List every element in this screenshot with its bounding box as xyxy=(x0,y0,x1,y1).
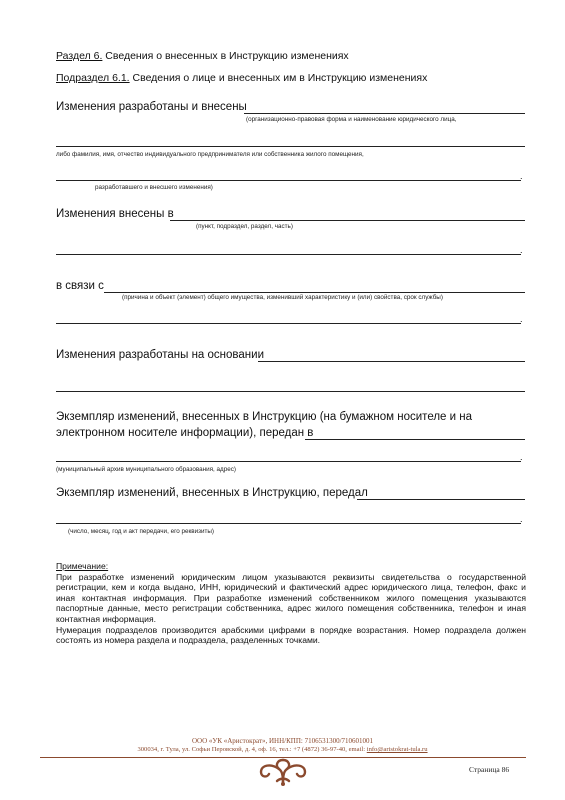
handed-by-label: Экземпляр изменений, внесенных в Инструкцию, передал xyxy=(56,487,368,499)
developed-by-caption-3: разработавшего и внесшего изменения) xyxy=(95,184,213,191)
basis-line-2[interactable] xyxy=(56,391,525,392)
made-in-label: Изменения внесены в xyxy=(56,208,174,220)
note-paragraph-2: Нумерация подразделов производится арабскими цифрами в порядке возрастания. Номер подраздела должен состоять из номера раздела и подраздела, разделенных точками. xyxy=(56,624,526,646)
due-to-label: в связи с xyxy=(56,280,104,292)
made-in-line-2[interactable] xyxy=(56,254,521,255)
ornament-icon xyxy=(255,757,311,787)
note-paragraph-1: При разработке изменений юридическим лицом указываются реквизиты свидетельства о государственной регистрации, кем и когда выдано, ИНН, юридический и фактический адрес юридического лица, телефон, факс и иная контактная информация. При разработке изменений собственником жилого помещения указываются паспортные данные, место регистрации собственника, адрес жилого помещения собственника, телефон и иная контактная информация. xyxy=(56,571,526,624)
developed-by-label: Изменения разработаны и внесены xyxy=(56,101,247,113)
copy-to-dot: . xyxy=(520,452,523,462)
developed-by-line-2[interactable] xyxy=(56,146,525,147)
section-title: Сведения о внесенных в Инструкцию изменениях xyxy=(102,50,349,62)
basis-line-1[interactable] xyxy=(258,361,525,362)
basis-label: Изменения разработаны на основании xyxy=(56,349,264,361)
due-to-dot: . xyxy=(520,314,523,324)
made-in-caption: (пункт, подраздел, раздел, часть) xyxy=(196,223,293,230)
footer-company: ООО «УК «Аристократ», ИНН/КПП: 7106531300/710601001 xyxy=(191,737,374,745)
handed-by-line-1[interactable] xyxy=(357,499,525,500)
copy-to-caption: (муниципальный архив муниципального образования, адрес) xyxy=(56,466,236,473)
note-title: Примечание: xyxy=(56,561,109,571)
due-to-line-2[interactable] xyxy=(56,323,521,324)
subsection-title: Сведения о лице и внесенных им в Инструкцию изменениях xyxy=(129,72,428,84)
page-number: Страница 86 xyxy=(469,765,510,774)
copy-to-label-line-1: Экземпляр изменений, внесенных в Инструкцию (на бумажном носителе и на xyxy=(56,411,472,423)
note-block xyxy=(56,561,526,646)
subsection-number: Подраздел 6.1. xyxy=(56,72,130,84)
copy-to-line-1[interactable] xyxy=(305,439,525,440)
section-heading xyxy=(56,50,349,62)
copy-to-label-line-2: электронном носителе информации), передан в xyxy=(56,427,314,439)
due-to-caption: (причина и объект (элемент) общего имущества, изменивший характеристику и (или) свойства, срок службы) xyxy=(122,294,443,301)
developed-by-line-3[interactable] xyxy=(56,180,521,181)
made-in-dot: . xyxy=(520,245,523,255)
developed-by-caption-1: (организационно-правовая форма и наименование юридического лица, xyxy=(246,116,457,123)
handed-by-caption: (число, месяц, год и акт передачи, его реквизиты) xyxy=(68,528,215,535)
section-number: Раздел 6. xyxy=(56,50,103,62)
developed-by-dot: . xyxy=(520,171,523,181)
subsection-heading xyxy=(56,72,427,84)
made-in-line-1[interactable] xyxy=(170,220,525,221)
footer-address-text: 300034, г. Тула, ул. Софьи Перовской, д. 4, оф. 16, тел.: +7 (4872) 36-97-40, email: xyxy=(137,746,367,753)
copy-to-line-2[interactable] xyxy=(56,461,521,462)
developed-by-line-1[interactable] xyxy=(244,113,525,114)
footer-email-link[interactable]: info@aristokrat-tula.ru xyxy=(366,746,428,753)
footer-address xyxy=(0,746,565,753)
developed-by-caption-2: либо фамилия, имя, отчество индивидуального предпринимателя или собственника жилого помещения, xyxy=(56,151,364,158)
handed-by-dot: . xyxy=(520,514,523,524)
handed-by-line-2[interactable] xyxy=(56,523,521,524)
due-to-line-1[interactable] xyxy=(104,292,525,293)
